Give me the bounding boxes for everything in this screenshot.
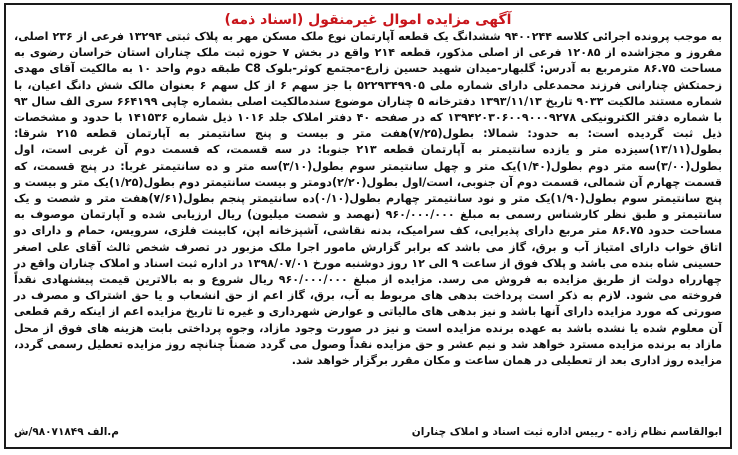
auction-notice bbox=[4, 3, 732, 449]
notice-body: به موجب پرونده اجرائی کلاسه ۹۴۰۰۲۴۴ ششدانگ یک قطعه آپارتمان نوع ملک مسکن مهر به پلاک ثبتی ۱۳۲۹۴ فرعی از ۲۳۶ اصلی، مفروز و مجزاشده از ۱۲۰۸۵ فرعی از اصلی مذکور، قطعه ۲۱۴ واقع در بخش ۷ حوزه ثبت ملک چناران استان خراسان رضوی به مساحت ۸۶.۷۵ مترمربع به آدرس: گلبهار-میدان شهید حسین زارع-مجتمع کوثر-بلوک C8 طبقه دوم واحد ۱۰ به مالکیت آقای مهدی زحمتکش چنارانی فرزند محمدعلی دارای شماره ملی ۵۲۲۹۳۴۹۹۰۵ با جز سهم ۶ از کل سهم ۶ بعنوان مالک شش دانگ اعیان، با شماره مستند مالکیت ۹۰۳۳ تاریخ ۱۳۹۳/۱۱/۱۳ دفترخانه ۵ چناران موضوع سندمالکیت اصلی بشماره چاپی ۶۶۴۱۹۹ سری الف سال ۹۳ با شماره دفتر الکترونیکی ۱۳۹۴۲۰۳۰۶۰۰۹۰۰۰۹۲۷۸ که در صفحه ۴۰ دفتر املاک جلد ۱۰۱۶ ذیل شماره ۱۴۱۵۳۶ با حدود و مشخصات ذیل ثبت گردیده است: به حدود: شمالا: بطول(۷/۲۵)هفت متر و بیست و پنج سانتیمتر به آپارتمان قطعه ۲۱۵ شرقا: بطول(۱۳/۱۱)سیزده متر و یازده سانتیمتر به آپارتمان قطعه ۲۱۳ جنوبا: در سه قسمت، که قسمت دوم آن غربی است، اول بطول(۳/۰۰)سه متر دوم بطول(۱/۴۰)یک متر و چهل سانتیمتر سوم بطول(۳/۱۰)سه متر و ده سانتیمتر غربا: در پنج قسمت، که قسمت چهارم آن شمالی، قسمت دوم آن جنوبی، است/اول بطول(۲/۲۰)دومتر و بیست سانتیمتر دوم بطول(۱/۲۵)یک متر و بیست و پنج سانتیمتر سوم بطول(۱/۹۰)یک متر و نود سانتیمتر چهارم بطول(۰/۱۰)ده سانتیمتر پنجم بطول(۷/۶۱)هفت متر و شصت و یک سانتیمتر و طبق نظر کارشناس رسمی به مبلغ ۹۶۰/۰۰۰/۰۰۰ (نهصد و شصت میلیون) ریال ارزیابی شده و آپارتمان موصوف به مساحت حدود ۸۶.۷۵ متر مربع دارای پذیرایی، کف سرامیک، بدنه نقاشی، آشپزخانه اپن، کابینت فلزی، سرویس، حمام و دارای دو اتاق خواب دارای امتیاز آب و برق، گاز می باشد که برابر گزارش مامور اجرا ملک مزبور در تصرف شخص ثالث آقای علی اصغر حسینی شاه بنده می باشد و پلاک فوق از ساعت ۹ الی ۱۲ روز دوشنبه مورخ ۱۳۹۸/۰۷/۰۱ در اداره ثبت اسناد و املاک چناران واقع در چهارراه دولت از طریق مزایده به فروش می رسد. مزایده از مبلغ ۹۶۰/۰۰۰/۰۰۰ ریال شروع و به بالاترین قیمت پیشنهادی نقداً فروخته می شود. لازم به ذکر است پرداخت بدهی های مربوط به آب، برق، گاز اعم از حق انشعاب و یا حق اشتراک و مصرف در صورتی که مورد مزایده دارای آنها باشد و نیز بدهی های مالیاتی و عوارض شهرداری و غیره تا تاریخ مزایده اعم از اینکه رقم قطعی آن معلوم شده یا نشده باشد به عهده برنده مزایده است و نیز در صورت وجود مازاد، وجوه پرداختی بابت هزینه های فوق از محل مازاد به برنده مزایده مسترد خواهد شد و نیم عشر و حق مزایده نقداً وصول می گردد ضمناً چنانچه روز مزایده تعطیل رسمی گردد، مزایده روز اداری بعد از تعطیلی در همان ساعت و مکان مقرر برگزار خواهد شد. bbox=[14, 30, 723, 368]
reference-code: م.الف ۹۸۰۷۱۸۴۹/ش bbox=[14, 426, 119, 438]
signatory: ابوالقاسم نظام زاده - رییس اداره ثبت اسناد و املاک چناران bbox=[411, 426, 722, 438]
notice-title: آگهی مزایده اموال غیرمنقول (اسناد ذمه) bbox=[224, 12, 512, 28]
notice-header bbox=[6, 9, 730, 29]
notice-footer bbox=[14, 423, 722, 441]
